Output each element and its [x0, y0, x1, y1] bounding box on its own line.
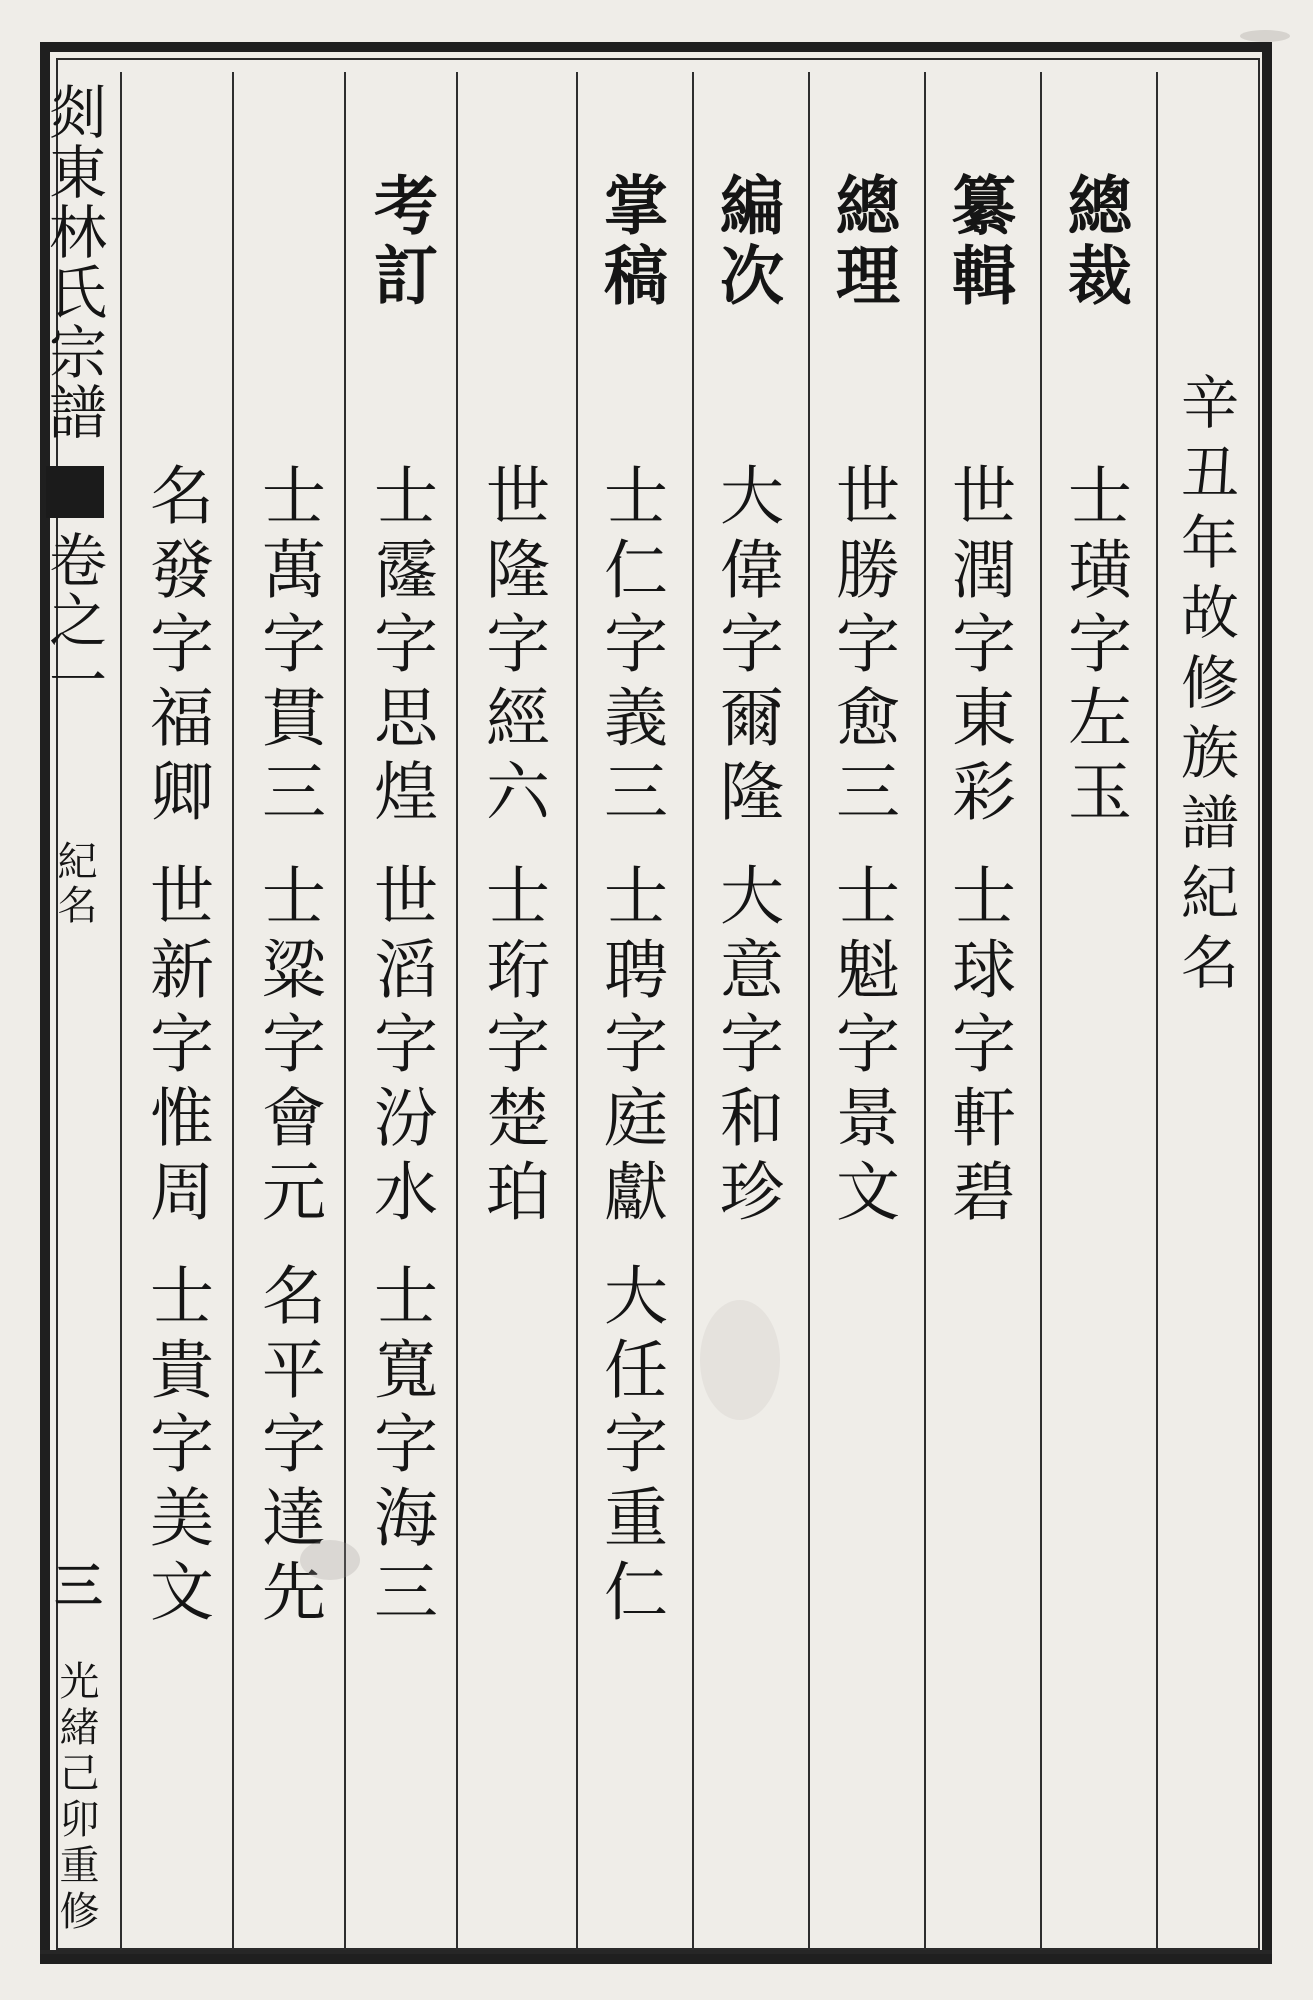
- page-heading: 辛丑年故修族譜紀名: [1171, 372, 1239, 1002]
- name-entry: 大任字重仁: [593, 1262, 667, 1632]
- spine-page-number: 三: [46, 1560, 102, 1608]
- role-label: 纂輯: [941, 172, 1016, 312]
- spine-book-title: 剡東林氏宗譜: [39, 82, 107, 442]
- name-entry: 大偉字爾隆: [709, 462, 783, 832]
- bottom-rule: [40, 1950, 1272, 1954]
- spine-edition: 光緒己卯重修: [53, 1660, 99, 1936]
- name-entry: 士寬字海三: [363, 1262, 437, 1632]
- spine-volume: 卷之一: [39, 530, 107, 710]
- name-entry: 世隆字經六: [475, 462, 549, 832]
- column-rule: [456, 72, 458, 1952]
- name-entry: 大意字和珍: [709, 862, 783, 1232]
- name-entry: 名平字達先: [251, 1262, 325, 1632]
- column-rule: [808, 72, 810, 1952]
- name-entry: 士仁字義三: [593, 462, 667, 832]
- name-entry: 士粱字會元: [251, 862, 325, 1232]
- role-label: 考訂: [363, 172, 438, 312]
- column-rule: [692, 72, 694, 1952]
- name-entry: 士魁字景文: [825, 862, 899, 1232]
- name-entry: 士球字軒碧: [941, 862, 1015, 1232]
- name-entry: 世潤字東彩: [941, 462, 1015, 832]
- name-entry: 士珩字楚珀: [475, 862, 549, 1232]
- name-entry: 士萬字貫三: [251, 462, 325, 832]
- name-entry: 世新字惟周: [139, 862, 213, 1232]
- name-entry: 世勝字愈三: [825, 462, 899, 832]
- role-label: 掌稿: [593, 172, 668, 312]
- column-rule: [232, 72, 234, 1952]
- name-entry: 世滔字汾水: [363, 862, 437, 1232]
- name-entry: 士璜字左玉: [1057, 462, 1131, 832]
- name-entry: 名發字福卿: [139, 462, 213, 832]
- fish-tail-mark: [46, 466, 104, 518]
- role-label: 總理: [825, 172, 900, 312]
- column-rule: [344, 72, 346, 1952]
- column-rule: [1156, 72, 1158, 1952]
- column-rule: [1040, 72, 1042, 1952]
- spine-section: 紀名: [51, 840, 97, 928]
- column-rule: [120, 72, 122, 1952]
- ink-smudge: [300, 1540, 360, 1580]
- ink-smudge: [700, 1300, 780, 1420]
- name-entry: 士聘字庭獻: [593, 862, 667, 1232]
- role-label: 總裁: [1057, 172, 1132, 312]
- name-entry: 士霳字思煌: [363, 462, 437, 832]
- ink-smudge: [1240, 30, 1290, 42]
- name-entry: 士貴字美文: [139, 1262, 213, 1632]
- column-rule: [924, 72, 926, 1952]
- role-label: 編次: [709, 172, 784, 312]
- column-rule: [576, 72, 578, 1952]
